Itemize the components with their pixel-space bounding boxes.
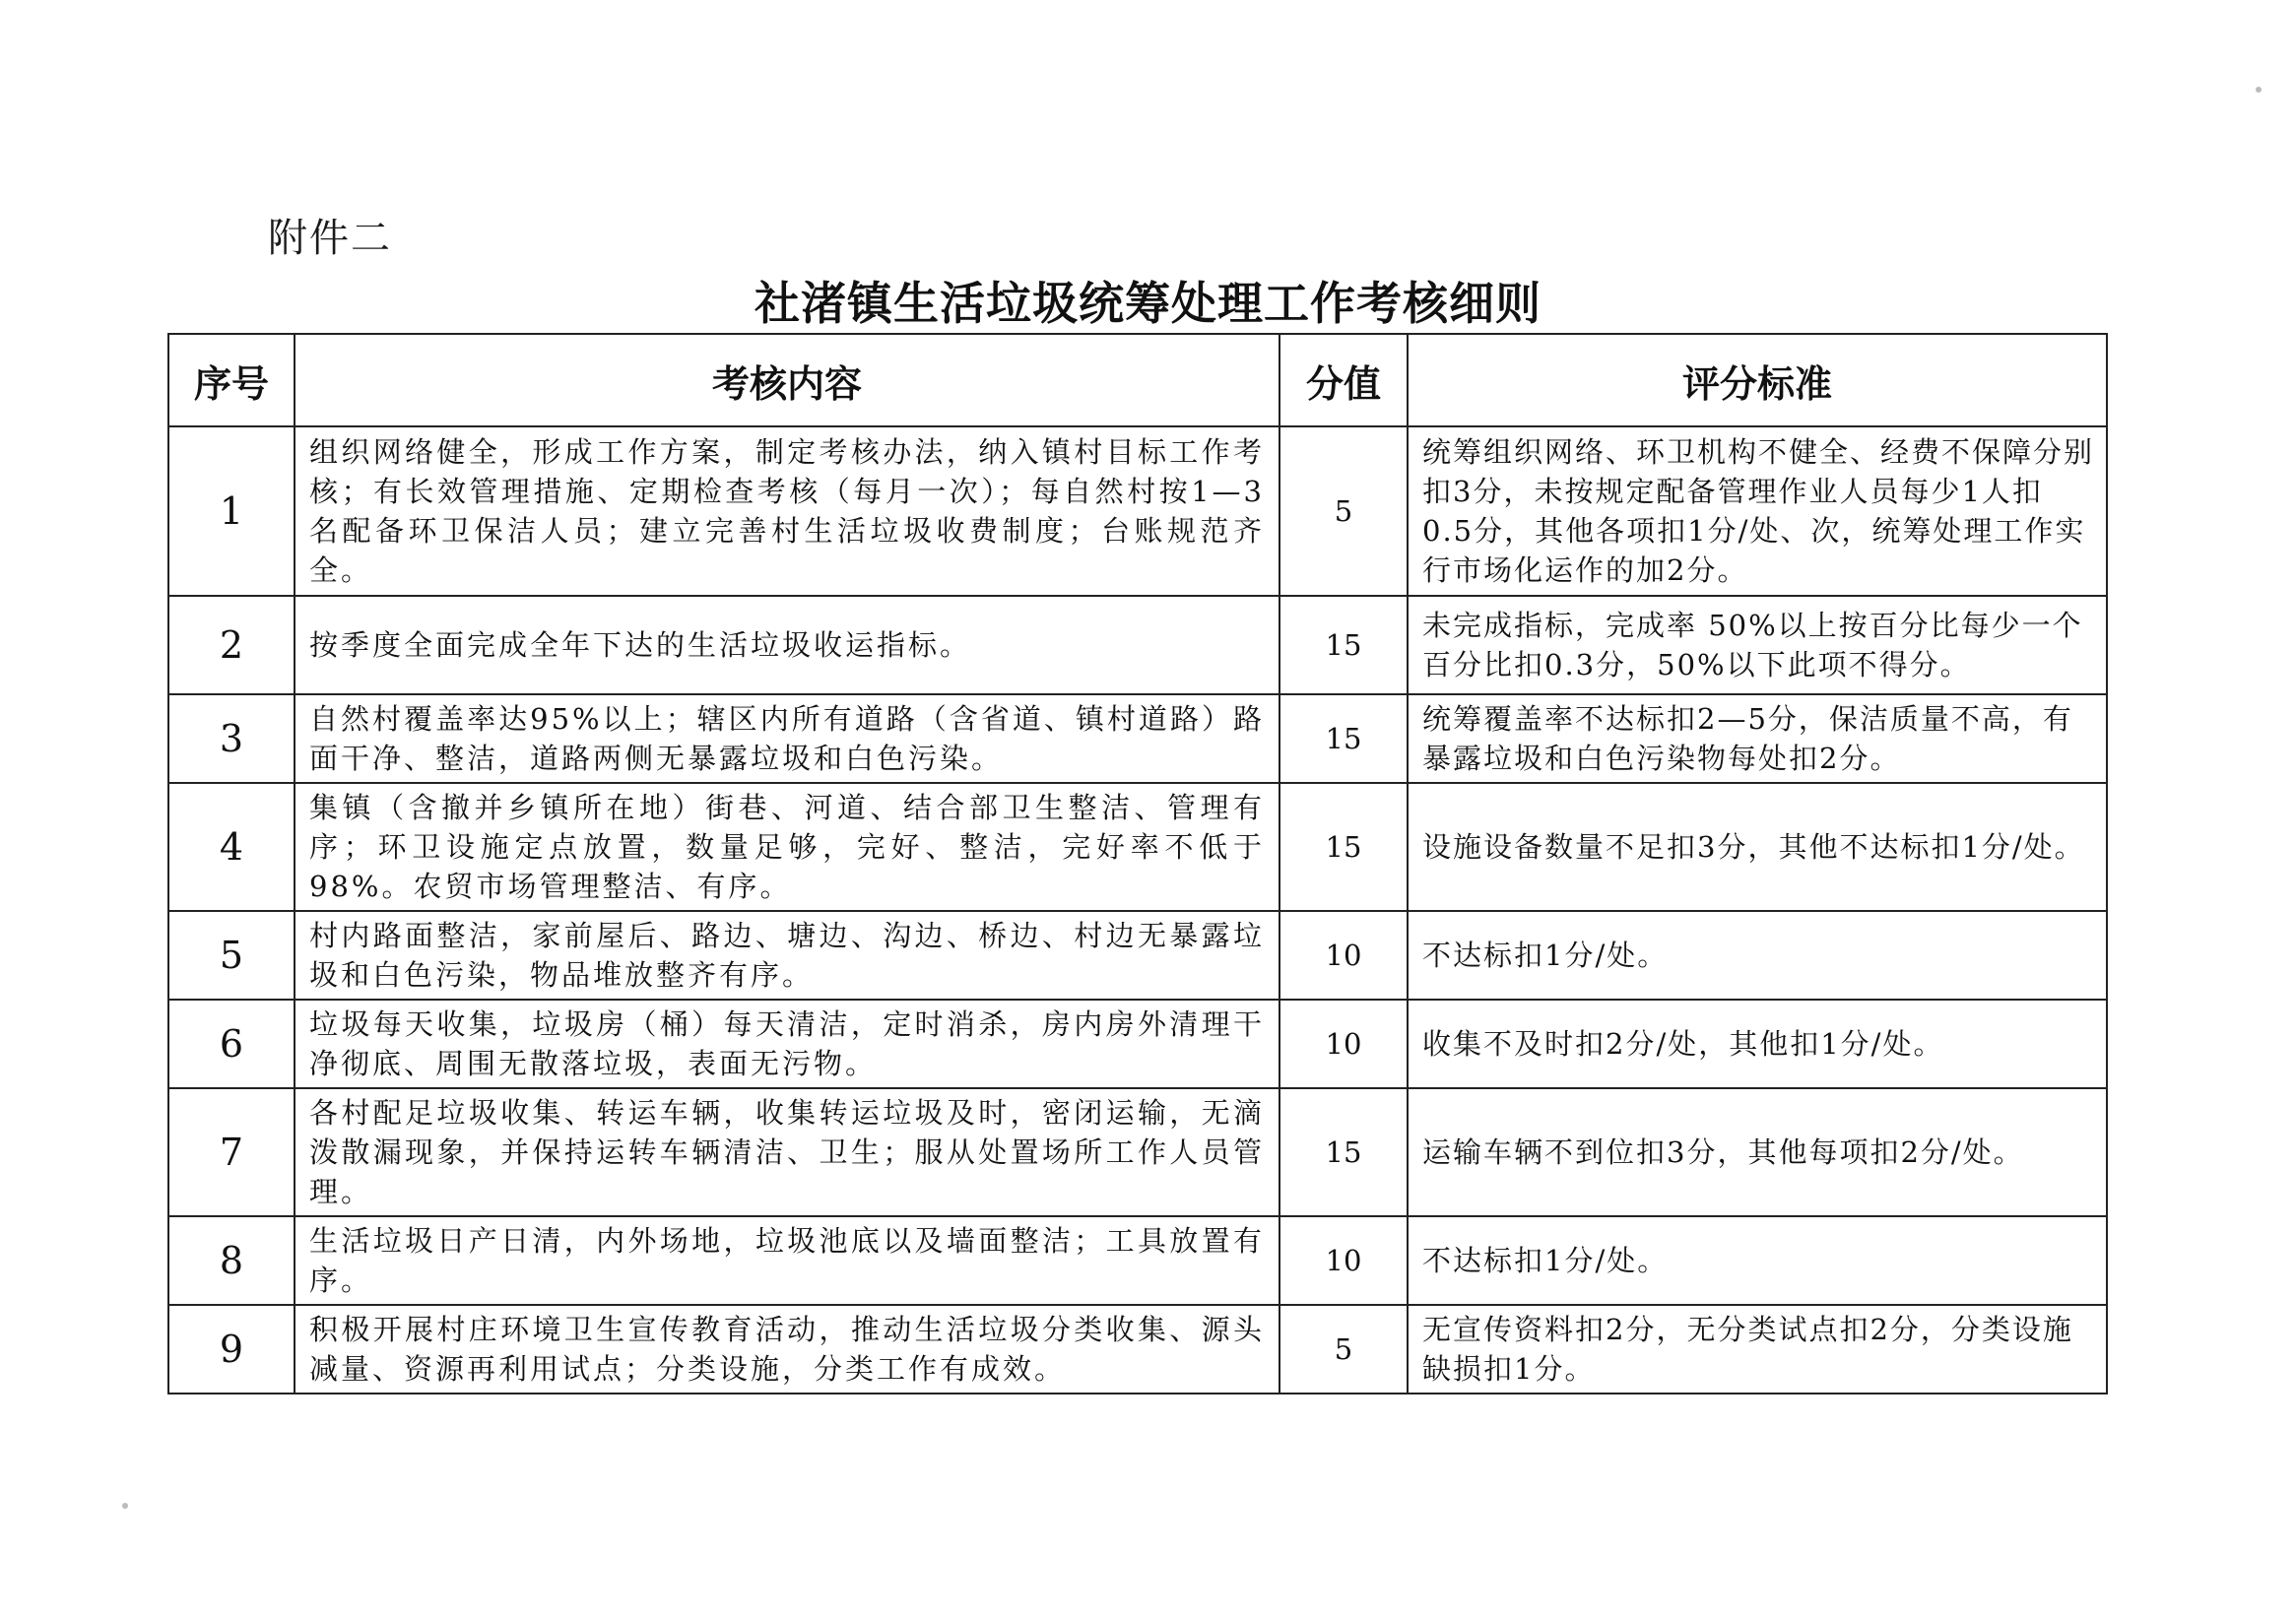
row-content: 组织网络健全，形成工作方案，制定考核办法，纳入镇村目标工作考核；有长效管理措施、定期检查考核（每月一次）；每自然村按1—3名配备环卫保洁人员；建立完善村生活垃圾收费制度；台账规范齐全。 — [295, 426, 1279, 596]
row-index: 7 — [168, 1088, 295, 1216]
row-content: 集镇（含撤并乡镇所在地）街巷、河道、结合部卫生整洁、管理有序；环卫设施定点放置，数量足够，完好、整洁，完好率不低于98%。农贸市场管理整洁、有序。 — [295, 783, 1279, 911]
row-content: 自然村覆盖率达95%以上；辖区内所有道路（含省道、镇村道路）路面干净、整洁，道路两侧无暴露垃圾和白色污染。 — [295, 694, 1279, 783]
header-criteria: 评分标准 — [1408, 334, 2107, 426]
table-row — [168, 1216, 2107, 1305]
header-content: 考核内容 — [295, 334, 1279, 426]
row-index: 8 — [168, 1216, 295, 1305]
row-criteria: 不达标扣1分/处。 — [1408, 911, 2107, 1000]
row-score: 5 — [1279, 1305, 1408, 1394]
row-criteria: 设施设备数量不足扣3分，其他不达标扣1分/处。 — [1408, 783, 2107, 911]
row-score: 15 — [1279, 1088, 1408, 1216]
row-criteria: 收集不及时扣2分/处，其他扣1分/处。 — [1408, 1000, 2107, 1088]
table-row — [168, 694, 2107, 783]
table-row — [168, 911, 2107, 1000]
row-criteria: 无宣传资料扣2分，无分类试点扣2分，分类设施缺损扣1分。 — [1408, 1305, 2107, 1394]
row-score: 10 — [1279, 1000, 1408, 1088]
table-row — [168, 783, 2107, 911]
table-row — [168, 1000, 2107, 1088]
row-content: 各村配足垃圾收集、转运车辆，收集转运垃圾及时，密闭运输，无滴泼散漏现象，并保持运转车辆清洁、卫生；服从处置场所工作人员管理。 — [295, 1088, 1279, 1216]
row-index: 4 — [168, 783, 295, 911]
table-row — [168, 1088, 2107, 1216]
row-criteria: 统筹覆盖率不达标扣2—5分，保洁质量不高，有暴露垃圾和白色污染物每处扣2分。 — [1408, 694, 2107, 783]
table-row — [168, 426, 2107, 596]
header-score: 分值 — [1279, 334, 1408, 426]
row-content: 垃圾每天收集，垃圾房（桶）每天清洁，定时消杀，房内房外清理干净彻底、周围无散落垃圾，表面无污物。 — [295, 1000, 1279, 1088]
row-score: 15 — [1279, 783, 1408, 911]
row-criteria: 未完成指标，完成率 50%以上按百分比每少一个百分比扣0.3分，50%以下此项不得分。 — [1408, 596, 2107, 694]
row-score: 15 — [1279, 596, 1408, 694]
scan-speck — [2256, 87, 2262, 93]
row-index: 9 — [168, 1305, 295, 1394]
scan-speck — [122, 1503, 128, 1509]
row-index: 5 — [168, 911, 295, 1000]
row-index: 6 — [168, 1000, 295, 1088]
row-criteria: 统筹组织网络、环卫机构不健全、经费不保障分别扣3分，未按规定配备管理作业人员每少1人扣0.5分，其他各项扣1分/处、次，统筹处理工作实行市场化运作的加2分。 — [1408, 426, 2107, 596]
row-score: 10 — [1279, 1216, 1408, 1305]
row-content: 村内路面整洁，家前屋后、路边、塘边、沟边、桥边、村边无暴露垃圾和白色污染，物品堆放整齐有序。 — [295, 911, 1279, 1000]
row-index: 3 — [168, 694, 295, 783]
attachment-label: 附件二 — [268, 216, 392, 261]
row-index: 1 — [168, 426, 295, 596]
row-content: 生活垃圾日产日清，内外场地，垃圾池底以及墙面整洁；工具放置有序。 — [295, 1216, 1279, 1305]
assessment-table — [167, 333, 2108, 1394]
row-score: 15 — [1279, 694, 1408, 783]
header-index: 序号 — [168, 334, 295, 426]
table-header-row — [168, 334, 2107, 426]
row-score: 10 — [1279, 911, 1408, 1000]
row-score: 5 — [1279, 426, 1408, 596]
document-title: 社渚镇生活垃圾统筹处理工作考核细则 — [754, 277, 1542, 330]
row-content: 按季度全面完成全年下达的生活垃圾收运指标。 — [295, 596, 1279, 694]
table-row — [168, 596, 2107, 694]
row-criteria: 不达标扣1分/处。 — [1408, 1216, 2107, 1305]
table-row — [168, 1305, 2107, 1394]
row-criteria: 运输车辆不到位扣3分，其他每项扣2分/处。 — [1408, 1088, 2107, 1216]
row-index: 2 — [168, 596, 295, 694]
row-content: 积极开展村庄环境卫生宣传教育活动，推动生活垃圾分类收集、源头减量、资源再利用试点；分类设施，分类工作有成效。 — [295, 1305, 1279, 1394]
